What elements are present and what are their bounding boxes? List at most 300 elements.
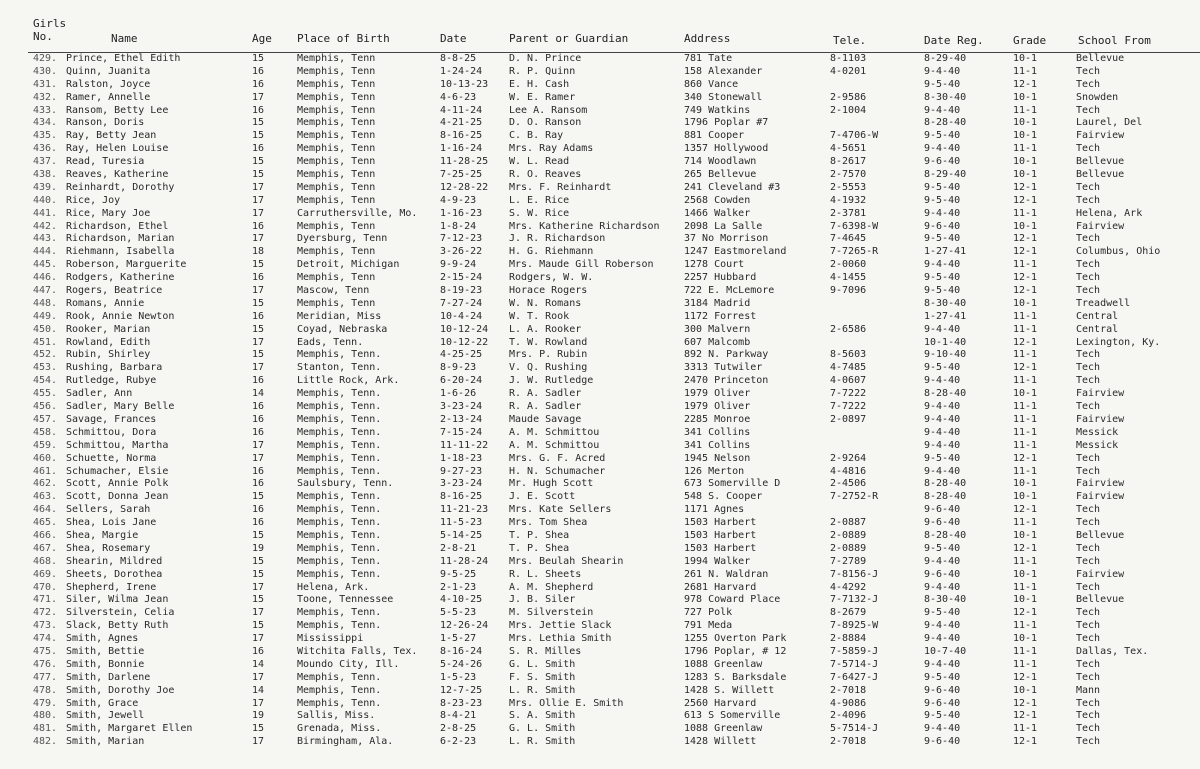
grade: 11-1 xyxy=(1013,104,1038,116)
header-girls: Girls xyxy=(33,17,67,30)
grade: 10-1 xyxy=(1013,169,1038,181)
grade: 10-1 xyxy=(1013,478,1038,490)
school-from: Tech xyxy=(1076,465,1101,477)
place-of-birth: Memphis, Tenn. xyxy=(297,542,382,554)
date-registered: 9-6-40 xyxy=(924,684,961,696)
student-name: Reaves, Katherine xyxy=(66,169,169,181)
entry-number: 477. xyxy=(33,671,58,683)
school-from: Bellevue xyxy=(1076,53,1125,64)
entry-number: 435. xyxy=(33,130,58,142)
grade: 11-1 xyxy=(1013,465,1038,477)
grade: 12-1 xyxy=(1013,710,1038,722)
address: 714 Woodlawn xyxy=(684,156,757,168)
date-registered: 9-10-40 xyxy=(924,349,967,361)
parent-guardian: R. P. Quinn xyxy=(509,65,576,77)
age: 15 xyxy=(252,130,265,142)
student-name: Shepherd, Irene xyxy=(66,581,157,593)
place-of-birth: Memphis, Tenn xyxy=(297,181,376,193)
table-row xyxy=(0,259,1200,272)
birth-date: 1-6-26 xyxy=(440,388,477,400)
parent-guardian: J. W. Rutledge xyxy=(509,375,594,387)
grade: 12-1 xyxy=(1013,607,1038,619)
school-from: Fairview xyxy=(1076,130,1125,142)
age: 17 xyxy=(252,439,265,451)
grade: 11-1 xyxy=(1013,439,1038,451)
age: 16 xyxy=(252,104,265,116)
telephone: 2-4096 xyxy=(830,710,867,722)
parent-guardian: A. M. Schmittou xyxy=(509,426,600,438)
student-name: Silverstein, Celia xyxy=(66,607,175,619)
age: 19 xyxy=(252,542,265,554)
parent-guardian: R. O. Reaves xyxy=(509,169,582,181)
student-name: Rice, Mary Joe xyxy=(66,207,151,219)
birth-date: 1-5-23 xyxy=(440,671,477,683)
parent-guardian: Mrs. P. Rubin xyxy=(509,349,588,361)
address: 1172 Forrest xyxy=(684,310,757,322)
parent-guardian: S. R. Milles xyxy=(509,645,582,657)
school-from: Tech xyxy=(1076,723,1101,735)
student-name: Sellers, Sarah xyxy=(66,504,151,516)
entry-number: 436. xyxy=(33,143,58,155)
student-name: Romans, Annie xyxy=(66,297,145,309)
place-of-birth: Memphis, Tenn. xyxy=(297,607,382,619)
school-from: Bellevue xyxy=(1076,156,1125,168)
school-from: Bellevue xyxy=(1076,529,1125,541)
table-row xyxy=(0,556,1200,569)
grade: 10-1 xyxy=(1013,117,1038,129)
parent-guardian: Mrs. Katherine Richardson xyxy=(509,220,660,232)
header-grade: Grade xyxy=(1013,34,1047,47)
student-name: Sadler, Mary Belle xyxy=(66,401,175,413)
grade: 10-1 xyxy=(1013,491,1038,503)
table-row xyxy=(0,362,1200,375)
birth-date: 1-16-24 xyxy=(440,143,483,155)
age: 15 xyxy=(252,555,265,567)
address: 722 E. McLemore xyxy=(684,285,775,297)
date-registered: 9-5-40 xyxy=(924,78,961,90)
place-of-birth: Saulsbury, Tenn. xyxy=(297,478,394,490)
school-from: Messick xyxy=(1076,426,1119,438)
table-row xyxy=(0,298,1200,311)
place-of-birth: Memphis, Tenn. xyxy=(297,452,382,464)
parent-guardian: Mrs. Kate Sellers xyxy=(509,504,612,516)
parent-guardian: R. A. Sadler xyxy=(509,401,582,413)
student-name: Smith, Darlene xyxy=(66,671,151,683)
student-name: Rowland, Edith xyxy=(66,336,151,348)
student-name: Rubin, Shirley xyxy=(66,349,151,361)
telephone: 8-2679 xyxy=(830,607,867,619)
date-registered: 9-5-40 xyxy=(924,181,961,193)
telephone: 4-1932 xyxy=(830,194,867,206)
student-name: Savage, Frances xyxy=(66,413,157,425)
student-name: Schumacher, Elsie xyxy=(66,465,169,477)
address: 341 Collins xyxy=(684,426,751,438)
date-registered: 9-4-40 xyxy=(924,426,961,438)
school-from: Tech xyxy=(1076,671,1101,683)
address: 261 N. Waldran xyxy=(684,568,769,580)
parent-guardian: A. M. Schmittou xyxy=(509,439,600,451)
school-from: Bellevue xyxy=(1076,169,1125,181)
grade: 10-1 xyxy=(1013,594,1038,606)
table-row xyxy=(0,723,1200,736)
place-of-birth: Dyersburg, Tenn xyxy=(297,233,388,245)
table-row xyxy=(0,324,1200,337)
parent-guardian: C. B. Ray xyxy=(509,130,564,142)
student-name: Rice, Joy xyxy=(66,194,121,206)
entry-number: 463. xyxy=(33,491,58,503)
parent-guardian: H. N. Schumacher xyxy=(509,465,606,477)
parent-guardian: Mrs. Lethia Smith xyxy=(509,633,612,645)
place-of-birth: Birmingham, Ala. xyxy=(297,736,394,748)
place-of-birth: Memphis, Tenn. xyxy=(297,465,382,477)
parent-guardian: A. M. Shepherd xyxy=(509,581,594,593)
table-row xyxy=(0,375,1200,388)
parent-guardian: G. L. Smith xyxy=(509,723,576,735)
birth-date: 2-13-24 xyxy=(440,413,483,425)
address: 1247 Eastmoreland xyxy=(684,246,787,258)
place-of-birth: Sallis, Miss. xyxy=(297,710,376,722)
grade: 10-1 xyxy=(1013,529,1038,541)
place-of-birth: Memphis, Tenn xyxy=(297,53,376,64)
grade: 10-1 xyxy=(1013,156,1038,168)
address: 1283 S. Barksdale xyxy=(684,671,787,683)
header-date: Date xyxy=(440,32,467,45)
student-name: Ray, Betty Jean xyxy=(66,130,157,142)
entry-number: 452. xyxy=(33,349,58,361)
parent-guardian: S. W. Rice xyxy=(509,207,570,219)
address: 607 Malcomb xyxy=(684,336,751,348)
birth-date: 5-24-26 xyxy=(440,658,483,670)
birth-date: 9-9-24 xyxy=(440,259,477,271)
entry-number: 448. xyxy=(33,297,58,309)
place-of-birth: Memphis, Tenn. xyxy=(297,491,382,503)
birth-date: 5-5-23 xyxy=(440,607,477,619)
grade: 10-1 xyxy=(1013,633,1038,645)
birth-date: 1-5-27 xyxy=(440,633,477,645)
parent-guardian: S. A. Smith xyxy=(509,710,576,722)
place-of-birth: Meridian, Miss xyxy=(297,310,382,322)
place-of-birth: Coyad, Nebraska xyxy=(297,323,388,335)
address: 791 Meda xyxy=(684,620,733,632)
grade: 11-1 xyxy=(1013,143,1038,155)
place-of-birth: Memphis, Tenn. xyxy=(297,529,382,541)
table-row xyxy=(0,517,1200,530)
age: 15 xyxy=(252,53,265,64)
age: 15 xyxy=(252,349,265,361)
student-name: Richardson, Ethel xyxy=(66,220,169,232)
date-registered: 9-6-40 xyxy=(924,517,961,529)
telephone: 7-8156-J xyxy=(830,568,879,580)
grade: 12-1 xyxy=(1013,697,1038,709)
parent-guardian: T. W. Rowland xyxy=(509,336,588,348)
student-name: Rutledge, Rubye xyxy=(66,375,157,387)
student-name: Scott, Donna Jean xyxy=(66,491,169,503)
place-of-birth: Mississippi xyxy=(297,633,364,645)
age: 16 xyxy=(252,465,265,477)
school-from: Tech xyxy=(1076,375,1101,387)
grade: 10-1 xyxy=(1013,130,1038,142)
school-from: Tech xyxy=(1076,736,1101,748)
address: 1503 Harbert xyxy=(684,542,757,554)
place-of-birth: Grenada, Miss. xyxy=(297,723,382,735)
place-of-birth: Memphis, Tenn. xyxy=(297,388,382,400)
telephone: 9-7096 xyxy=(830,285,867,297)
grade: 10-1 xyxy=(1013,297,1038,309)
student-name: Sadler, Ann xyxy=(66,388,133,400)
birth-date: 2-15-24 xyxy=(440,272,483,284)
age: 16 xyxy=(252,375,265,387)
address: 1796 Poplar, # 12 xyxy=(684,645,787,657)
telephone: 2-5553 xyxy=(830,181,867,193)
entry-number: 454. xyxy=(33,375,58,387)
age: 15 xyxy=(252,259,265,271)
entry-number: 470. xyxy=(33,581,58,593)
address: 1979 Oliver xyxy=(684,388,751,400)
table-row xyxy=(0,143,1200,156)
table-row xyxy=(0,156,1200,169)
telephone: 2-7018 xyxy=(830,736,867,748)
school-from: Tech xyxy=(1076,78,1101,90)
student-name: Rodgers, Katherine xyxy=(66,272,175,284)
date-registered: 9-4-40 xyxy=(924,723,961,735)
address: 613 S Somerville xyxy=(684,710,781,722)
age: 16 xyxy=(252,426,265,438)
student-name: Rushing, Barbara xyxy=(66,362,163,374)
address: 300 Malvern xyxy=(684,323,751,335)
age: 17 xyxy=(252,671,265,683)
birth-date: 1-8-24 xyxy=(440,220,477,232)
entry-number: 433. xyxy=(33,104,58,116)
age: 16 xyxy=(252,78,265,90)
telephone: 4-9086 xyxy=(830,697,867,709)
parent-guardian: Mrs. Ray Adams xyxy=(509,143,594,155)
entry-number: 442. xyxy=(33,220,58,232)
address: 3184 Madrid xyxy=(684,297,751,309)
grade: 11-1 xyxy=(1013,517,1038,529)
age: 17 xyxy=(252,697,265,709)
parent-guardian: Mrs. G. F. Acred xyxy=(509,452,606,464)
place-of-birth: Memphis, Tenn xyxy=(297,156,376,168)
school-from: Dallas, Tex. xyxy=(1076,645,1149,657)
school-from: Tech xyxy=(1076,697,1101,709)
table-row xyxy=(0,698,1200,711)
birth-date: 5-14-25 xyxy=(440,529,483,541)
date-registered: 9-4-40 xyxy=(924,401,961,413)
grade: 12-1 xyxy=(1013,78,1038,90)
birth-date: 1-18-23 xyxy=(440,452,483,464)
header-age: Age xyxy=(252,32,272,45)
table-row xyxy=(0,349,1200,362)
address: 1278 Court xyxy=(684,259,745,271)
address: 1088 Greenlaw xyxy=(684,723,763,735)
date-registered: 9-4-40 xyxy=(924,633,961,645)
age: 15 xyxy=(252,491,265,503)
grade: 11-1 xyxy=(1013,259,1038,271)
telephone: 7-2789 xyxy=(830,555,867,567)
birth-date: 7-25-25 xyxy=(440,169,483,181)
telephone: 2-0060 xyxy=(830,259,867,271)
address: 673 Somerville D xyxy=(684,478,781,490)
school-from: Tech xyxy=(1076,452,1101,464)
entry-number: 469. xyxy=(33,568,58,580)
date-registered: 8-30-40 xyxy=(924,91,967,103)
table-row xyxy=(0,491,1200,504)
age: 16 xyxy=(252,143,265,155)
address: 749 Watkins xyxy=(684,104,751,116)
address: 1994 Walker xyxy=(684,555,751,567)
place-of-birth: Witchita Falls, Tex. xyxy=(297,645,418,657)
school-from: Fairview xyxy=(1076,413,1125,425)
grade: 10-1 xyxy=(1013,53,1038,64)
header-parent: Parent or Guardian xyxy=(509,32,629,45)
address: 892 N. Parkway xyxy=(684,349,769,361)
address: 3313 Tutwiler xyxy=(684,362,763,374)
grade: 11-1 xyxy=(1013,723,1038,735)
entry-number: 472. xyxy=(33,607,58,619)
address: 265 Bellevue xyxy=(684,169,757,181)
school-from: Fairview xyxy=(1076,491,1125,503)
school-from: Tech xyxy=(1076,143,1101,155)
grade: 11-1 xyxy=(1013,581,1038,593)
place-of-birth: Little Rock, Ark. xyxy=(297,375,400,387)
student-name: Smith, Agnes xyxy=(66,633,139,645)
grade: 12-1 xyxy=(1013,336,1038,348)
date-registered: 9-5-40 xyxy=(924,671,961,683)
date-registered: 8-28-40 xyxy=(924,491,967,503)
telephone: 7-5859-J xyxy=(830,645,879,657)
birth-date: 8-4-21 xyxy=(440,710,477,722)
place-of-birth: Memphis, Tenn. xyxy=(297,504,382,516)
school-from: Mann xyxy=(1076,684,1101,696)
entry-number: 441. xyxy=(33,207,58,219)
school-from: Tech xyxy=(1076,233,1101,245)
table-row xyxy=(0,685,1200,698)
entry-number: 458. xyxy=(33,426,58,438)
date-registered: 9-5-40 xyxy=(924,607,961,619)
telephone: 7-4706-W xyxy=(830,130,879,142)
birth-date: 2-1-23 xyxy=(440,581,477,593)
student-name: Ray, Helen Louise xyxy=(66,143,169,155)
grade: 11-1 xyxy=(1013,645,1038,657)
table-row xyxy=(0,117,1200,130)
date-registered: 9-6-40 xyxy=(924,568,961,580)
birth-date: 12-7-25 xyxy=(440,684,483,696)
age: 17 xyxy=(252,181,265,193)
school-from: Tech xyxy=(1076,285,1101,297)
entry-number: 460. xyxy=(33,452,58,464)
student-name: Scott, Annie Polk xyxy=(66,478,169,490)
student-name: Smith, Bettie xyxy=(66,645,145,657)
age: 15 xyxy=(252,723,265,735)
entry-number: 456. xyxy=(33,401,58,413)
parent-guardian: L. E. Rice xyxy=(509,194,570,206)
telephone: 7-6427-J xyxy=(830,671,879,683)
age: 16 xyxy=(252,517,265,529)
parent-guardian: D. O. Ranson xyxy=(509,117,582,129)
place-of-birth: Memphis, Tenn. xyxy=(297,568,382,580)
address: 241 Cleveland #3 xyxy=(684,181,781,193)
birth-date: 4-10-25 xyxy=(440,594,483,606)
birth-date: 1-24-24 xyxy=(440,65,483,77)
age: 15 xyxy=(252,620,265,632)
table-row xyxy=(0,53,1200,66)
entry-number: 480. xyxy=(33,710,58,722)
telephone: 8-2617 xyxy=(830,156,867,168)
place-of-birth: Memphis, Tenn xyxy=(297,104,376,116)
parent-guardian: M. Silverstein xyxy=(509,607,594,619)
student-name: Read, Turesia xyxy=(66,156,145,168)
grade: 11-1 xyxy=(1013,310,1038,322)
student-name: Rogers, Beatrice xyxy=(66,285,163,297)
birth-date: 4-21-25 xyxy=(440,117,483,129)
age: 14 xyxy=(252,388,265,400)
birth-date: 10-12-24 xyxy=(440,323,489,335)
birth-date: 10-13-23 xyxy=(440,78,489,90)
birth-date: 9-5-25 xyxy=(440,568,477,580)
age: 14 xyxy=(252,684,265,696)
telephone: 2-0897 xyxy=(830,413,867,425)
telephone: 5-7514-J xyxy=(830,723,879,735)
telephone: 2-9264 xyxy=(830,452,867,464)
date-registered: 9-5-40 xyxy=(924,272,961,284)
parent-guardian: E. H. Cash xyxy=(509,78,570,90)
grade: 12-1 xyxy=(1013,194,1038,206)
entry-number: 430. xyxy=(33,65,58,77)
date-registered: 8-28-40 xyxy=(924,117,967,129)
school-from: Snowden xyxy=(1076,91,1119,103)
grade: 12-1 xyxy=(1013,736,1038,748)
parent-guardian: W. L. Read xyxy=(509,156,570,168)
telephone: 2-7570 xyxy=(830,169,867,181)
telephone: 7-4645 xyxy=(830,233,867,245)
age: 17 xyxy=(252,207,265,219)
school-from: Central xyxy=(1076,310,1119,322)
student-name: Shea, Margie xyxy=(66,529,139,541)
school-from: Fairview xyxy=(1076,388,1125,400)
table-row xyxy=(0,66,1200,79)
table-row xyxy=(0,530,1200,543)
date-registered: 9-5-40 xyxy=(924,362,961,374)
table-row xyxy=(0,582,1200,595)
telephone: 7-8925-W xyxy=(830,620,879,632)
address: 1428 Willett xyxy=(684,736,757,748)
school-from: Tech xyxy=(1076,607,1101,619)
grade: 12-1 xyxy=(1013,181,1038,193)
school-from: Bellevue xyxy=(1076,594,1125,606)
table-row xyxy=(0,105,1200,118)
place-of-birth: Memphis, Tenn xyxy=(297,91,376,103)
entry-number: 478. xyxy=(33,684,58,696)
birth-date: 2-8-25 xyxy=(440,723,477,735)
parent-guardian: G. L. Smith xyxy=(509,658,576,670)
birth-date: 9-27-23 xyxy=(440,465,483,477)
address: 2568 Cowden xyxy=(684,194,751,206)
student-name: Prince, Ethel Edith xyxy=(66,53,181,64)
date-registered: 8-28-40 xyxy=(924,478,967,490)
telephone: 4-0607 xyxy=(830,375,867,387)
place-of-birth: Memphis, Tenn. xyxy=(297,349,382,361)
age: 17 xyxy=(252,233,265,245)
school-from: Tech xyxy=(1076,633,1101,645)
place-of-birth: Memphis, Tenn. xyxy=(297,620,382,632)
date-registered: 9-6-40 xyxy=(924,736,961,748)
address: 341 Collins xyxy=(684,439,751,451)
parent-guardian: R. L. Sheets xyxy=(509,568,582,580)
school-from: Fairview xyxy=(1076,568,1125,580)
entry-number: 447. xyxy=(33,285,58,297)
place-of-birth: Memphis, Tenn. xyxy=(297,684,382,696)
telephone: 2-4506 xyxy=(830,478,867,490)
